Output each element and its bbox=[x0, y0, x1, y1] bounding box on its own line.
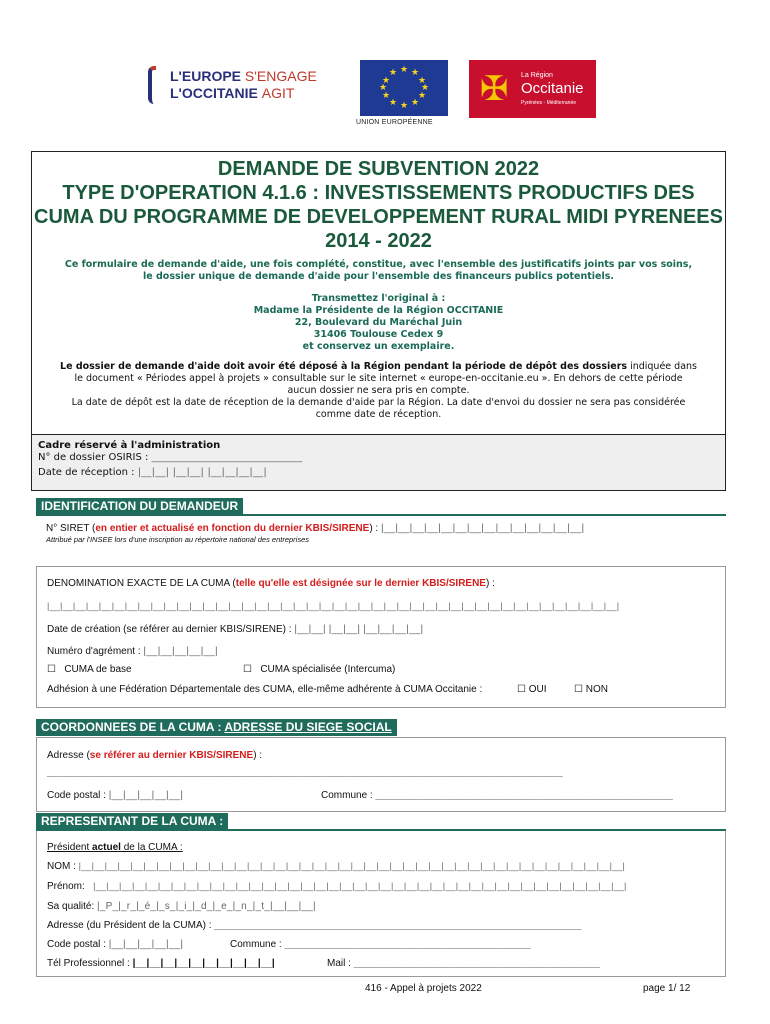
checkbox-icon[interactable]: ☐ bbox=[243, 664, 252, 675]
denomination-box bbox=[36, 566, 726, 708]
osiris-line[interactable]: _____________________________ bbox=[151, 452, 303, 463]
denomination-grid[interactable]: |__|__|__|__|__|__|__|__|__|__|__|__|__|__|__|__|__|__|__|__|__|__|__|__|__|__|__|__|__|__|__|__|__|__|__|__|__|__|__|__|__|__|__|__| bbox=[47, 601, 620, 611]
osiris-field[interactable] bbox=[38, 452, 302, 463]
coordonnees-header-b: ADRESSE DU SIEGE SOCIAL bbox=[224, 720, 392, 734]
logo-bracket-icon bbox=[148, 66, 156, 104]
representant-box bbox=[36, 831, 726, 977]
creation-date-label: Date de création (se référer au dernier KBIS/SIRENE) : bbox=[47, 624, 292, 635]
president-label bbox=[47, 842, 183, 853]
tel-grid[interactable]: |__|__|__|__|__|__|__|__|__|__| bbox=[132, 958, 275, 969]
coordonnees-box bbox=[36, 737, 726, 812]
deadline-note-rest: indiquée dans bbox=[627, 361, 697, 372]
address-label-end: ) : bbox=[253, 750, 263, 761]
commune-label: Commune : bbox=[321, 790, 373, 801]
coordonnees-header-a: COORDONNEES DE LA CUMA : bbox=[41, 720, 225, 734]
president-label-c: de la CUMA : bbox=[120, 842, 183, 853]
siret-field[interactable] bbox=[46, 523, 584, 534]
tel-field[interactable] bbox=[47, 958, 275, 969]
title-line: 2014 - 2022 bbox=[325, 230, 432, 252]
reception-date-field[interactable] bbox=[38, 467, 267, 478]
logo-text: L'OCCITANIE bbox=[170, 85, 258, 101]
eu-stars-icon: ★ ★ ★ ★ ★ ★ ★ ★ ★ ★ ★ ★ bbox=[360, 60, 448, 116]
address-line: Madame la Présidente de la Région OCCITANIE bbox=[253, 305, 504, 316]
nom-grid[interactable]: |__|__|__|__|__|__|__|__|__|__|__|__|__|__|__|__|__|__|__|__|__|__|__|__|__|__|__|__|__|__|__|__|__|__|__|__|__|__|__|__|__|__| bbox=[78, 861, 626, 871]
postal-code-grid[interactable]: |__|__|__|__|__| bbox=[108, 790, 184, 801]
prenom-grid[interactable]: |__|__|__|__|__|__|__|__|__|__|__|__|__|__|__|__|__|__|__|__|__|__|__|__|__|__|__|__|__|__|__|__|__|__|__|__|__|__|__|__|__| bbox=[93, 881, 627, 891]
non-label: NON bbox=[585, 684, 608, 695]
siege-commune-field[interactable] bbox=[321, 790, 673, 801]
deadline-note: La date de dépôt est la date de réception de la demande d'aide par la Région. La date d'envoi du dossier ne sera pas considérée bbox=[71, 397, 686, 408]
mail-field[interactable] bbox=[327, 958, 600, 969]
deadline-note: le document « Périodes appel à projets » consultable sur le site internet « europe-en-occitanie.eu ». En dehors de cette période bbox=[74, 373, 683, 384]
prenom-field[interactable] bbox=[47, 881, 627, 892]
oui-label: OUI bbox=[528, 684, 547, 695]
agrement-label: Numéro d'agrément : bbox=[47, 646, 141, 657]
address-line: 22, Boulevard du Maréchal Juin bbox=[294, 317, 463, 328]
eu-caption: UNION EUROPÉENNE bbox=[356, 119, 433, 126]
commune-label: Commune : bbox=[230, 939, 282, 950]
europe-occitanie-logo bbox=[148, 64, 348, 104]
reception-date-label: Date de réception : bbox=[38, 467, 135, 478]
intro-text: le dossier unique de demande d'aide pour l'ensemble des financeurs publics potentiels. bbox=[142, 271, 614, 282]
deadline-note bbox=[32, 361, 725, 372]
prenom-label: Prénom: bbox=[47, 881, 85, 892]
mail-label: Mail : bbox=[327, 958, 351, 969]
commune-line[interactable]: _____________________________________________________ bbox=[284, 940, 531, 949]
address-line: 31406 Toulouse Cedex 9 bbox=[313, 329, 444, 340]
address-line: Transmettez l'original à : bbox=[311, 293, 446, 304]
title-line: DEMANDE DE SUBVENTION 2022 bbox=[217, 158, 540, 180]
checkbox-icon[interactable]: ☐ bbox=[517, 684, 526, 695]
section-divider bbox=[36, 514, 726, 516]
cuma-base-label: CUMA de base bbox=[64, 664, 132, 675]
section-identification-header: IDENTIFICATION DU DEMANDEUR bbox=[36, 498, 243, 515]
siege-address-line[interactable]: _______________________________________________________________________________________________________________ bbox=[47, 768, 564, 777]
cuma-specialisee-option[interactable] bbox=[243, 664, 395, 675]
page-number: page 1/ 12 bbox=[643, 983, 691, 994]
qualite-label: Sa qualité: bbox=[47, 901, 95, 912]
siege-address-label bbox=[47, 750, 262, 761]
adhesion-label: Adhésion à une Fédération Départementale des CUMA, elle-même adhérente à CUMA Occitanie : bbox=[47, 684, 483, 695]
nom-field[interactable] bbox=[47, 861, 625, 872]
commune-line[interactable]: ________________________________________________________________ bbox=[375, 791, 674, 800]
president-label-a: Président bbox=[47, 842, 93, 853]
occitan-cross-icon: ✠ bbox=[479, 69, 509, 109]
nom-label: NOM : bbox=[47, 861, 76, 872]
footer-title: 416 - Appel à projets 2022 bbox=[365, 983, 482, 994]
agrement-field[interactable] bbox=[47, 646, 218, 657]
address-line: et conservez un exemplaire. bbox=[302, 341, 455, 352]
title-frame bbox=[31, 151, 726, 491]
checkbox-icon[interactable]: ☐ bbox=[574, 684, 583, 695]
address-label-a: Adresse ( bbox=[47, 750, 90, 761]
section-representant-header: REPRESENTANT DE LA CUMA : bbox=[36, 813, 228, 830]
qualite-field[interactable] bbox=[47, 901, 316, 912]
mail-line[interactable]: _____________________________________________________ bbox=[353, 959, 601, 968]
siret-grid[interactable]: |__|__|__|__|__|__|__|__|__|__|__|__|__|__| bbox=[381, 523, 585, 534]
tel-label: Tél Professionnel : bbox=[47, 958, 130, 969]
postal-code-label: Code postal : bbox=[47, 790, 106, 801]
logo-bar bbox=[148, 56, 618, 136]
agrement-grid[interactable]: |__|__|__|__|__| bbox=[143, 646, 218, 657]
logo-text: L'EUROPE bbox=[170, 68, 242, 84]
adhesion-oui-option[interactable] bbox=[517, 684, 547, 695]
intro-text: Ce formulaire de demande d'aide, une fois complété, constitue, avec l'ensemble des justificatifs joints par vos soins, bbox=[64, 259, 693, 270]
denomination-label bbox=[47, 578, 495, 589]
president-commune-field[interactable] bbox=[230, 939, 531, 950]
deadline-note: comme date de réception. bbox=[315, 409, 442, 420]
postal-code-grid[interactable]: |__|__|__|__|__| bbox=[108, 939, 184, 950]
admin-title: Cadre réservé à l'administration bbox=[38, 440, 221, 451]
president-address-line[interactable]: _______________________________________________________________________________ bbox=[214, 921, 582, 930]
president-label-bold: actuel bbox=[92, 842, 121, 853]
denomination-label-a: DENOMINATION EXACTE DE LA CUMA ( bbox=[47, 578, 236, 589]
denomination-label-end: ) : bbox=[485, 578, 495, 589]
region-occitanie-logo bbox=[469, 60, 596, 118]
osiris-label: N° de dossier OSIRIS : bbox=[38, 452, 149, 463]
checkbox-icon[interactable]: ☐ bbox=[47, 664, 56, 675]
deadline-note-bold: Le dossier de demande d'aide doit avoir été déposé à la Région pendant la période de dépôt des dossiers bbox=[60, 361, 628, 372]
logo-text: La Région bbox=[521, 72, 553, 79]
postal-code-label: Code postal : bbox=[47, 939, 106, 950]
logo-text: Pyrénées - Méditerranée bbox=[521, 100, 577, 106]
reception-date-grid[interactable]: |__|__| |__|__| |__|__|__|__| bbox=[137, 467, 267, 478]
logo-text: AGIT bbox=[261, 85, 295, 101]
cuma-base-option[interactable] bbox=[47, 664, 132, 675]
admin-box bbox=[32, 434, 725, 490]
cuma-spec-label: CUMA spécialisée (Intercuma) bbox=[260, 664, 396, 675]
deadline-note: aucun dossier ne sera pris en compte. bbox=[287, 385, 470, 396]
qualite-grid[interactable]: |_P_|_r_|_é_|_s_|_i_|_d_|_e_|_n_|_t_|__|__|__| bbox=[97, 901, 316, 912]
eu-flag-logo bbox=[360, 60, 448, 118]
section-coordonnees-header bbox=[36, 719, 397, 736]
denomination-label-red: telle qu'elle est désignée sur le dernier KBIS/SIRENE bbox=[235, 578, 486, 589]
siret-note: Attribué par l'INSEE lors d'une inscription au répertoire national des entreprises bbox=[46, 535, 310, 544]
creation-date-grid[interactable]: |__|__| |__|__| |__|__|__|__| bbox=[294, 624, 424, 635]
adhesion-non-option[interactable] bbox=[574, 684, 608, 695]
title-line: TYPE D'OPERATION 4.1.6 : INVESTISSEMENTS PRODUCTIFS DES bbox=[62, 182, 695, 204]
president-address-field[interactable] bbox=[47, 920, 582, 931]
logo-text: Occitanie bbox=[521, 80, 584, 97]
siret-label: N° SIRET ( bbox=[46, 523, 96, 534]
creation-date-field[interactable] bbox=[47, 624, 423, 635]
president-postal-code-field[interactable] bbox=[47, 939, 183, 950]
siret-label-red: en entier et actualisé en fonction du dernier KBIS/SIRENE bbox=[95, 523, 370, 534]
address-label-red: se référer au dernier KBIS/SIRENE bbox=[89, 750, 254, 761]
siege-postal-code-field[interactable] bbox=[47, 790, 183, 801]
title-line: CUMA DU PROGRAMME DE DEVELOPPEMENT RURAL MIDI PYRENEES bbox=[34, 206, 723, 228]
logo-text: S'ENGAGE bbox=[244, 68, 317, 84]
president-address-label: Adresse (du Président de la CUMA) : bbox=[47, 920, 212, 931]
siret-label-end: ) : bbox=[369, 523, 379, 534]
